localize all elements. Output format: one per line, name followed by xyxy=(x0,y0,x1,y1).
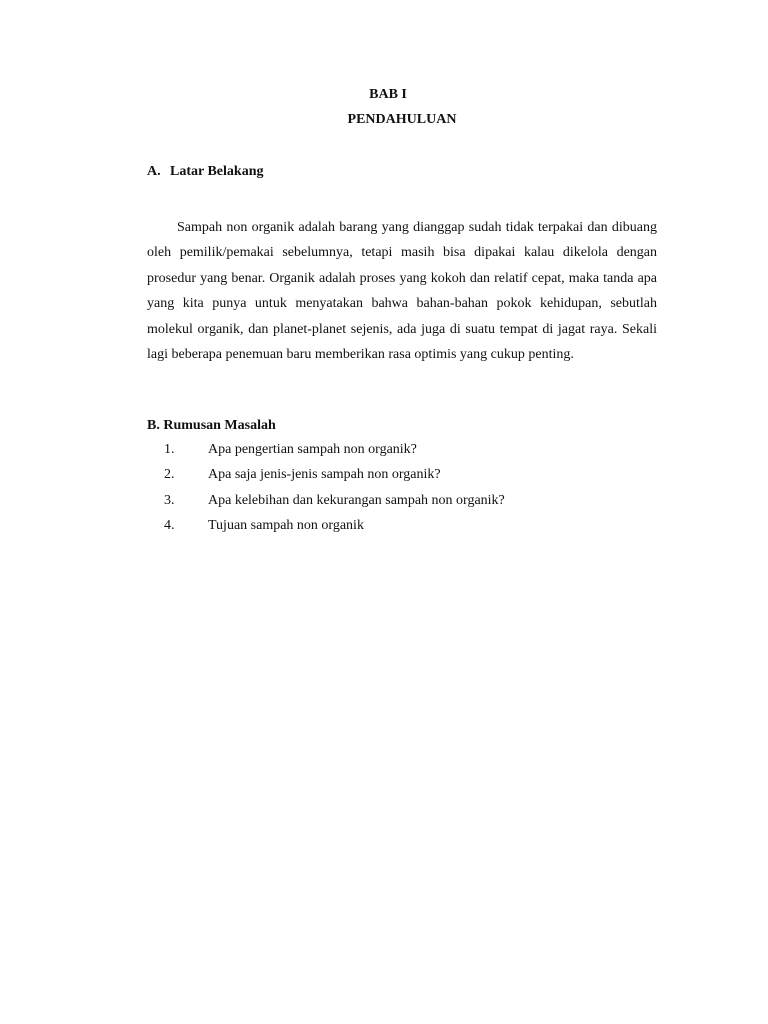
chapter-number: BAB I xyxy=(369,87,407,102)
problem-list xyxy=(147,442,667,544)
list-item xyxy=(147,518,667,543)
list-item-number: 3. xyxy=(164,492,175,508)
list-item xyxy=(147,467,667,492)
section-heading-rumusan-masalah xyxy=(147,418,276,434)
list-item-text: Apa saja jenis-jenis sampah non organik? xyxy=(208,467,441,483)
list-item-text: Tujuan sampah non organik xyxy=(208,518,364,534)
list-item-text: Apa kelebihan dan kekurangan sampah non organik? xyxy=(208,492,505,508)
section-title: Latar Belakang xyxy=(170,164,264,179)
section-title: Rumusan Masalah xyxy=(163,418,276,433)
list-item-number: 4. xyxy=(164,518,175,534)
section-letter: A. xyxy=(147,164,161,179)
list-item-number: 2. xyxy=(164,467,175,483)
background-paragraph: Sampah non organik adalah barang yang dianggap sudah tidak terpakai dan dibuang oleh pemilik/pemakai sebelumnya, tetapi masih bisa dipakai kalau dikelola dengan prosedur yang benar. Organik adalah proses yang kokoh dan relatif cepat, maka tanda apa yang kita punya untuk menyatakan bahwa bahan-bahan pokok kehidupan, sebutlah molekul organik, dan planet-planet sejenis, ada juga di suatu tempat di jagat raya. Sekali lagi beberapa penemuan baru memberikan rasa optimis yang cukup penting. xyxy=(147,220,657,363)
list-item xyxy=(147,493,667,518)
list-item-number: 1. xyxy=(164,442,175,457)
list-item-text: Apa pengertian sampah non organik? xyxy=(208,442,417,457)
list-item xyxy=(147,442,667,467)
section-letter: B. xyxy=(147,418,160,433)
section-heading-latar-belakang xyxy=(147,164,263,180)
chapter-title: PENDAHULUAN xyxy=(347,112,457,127)
